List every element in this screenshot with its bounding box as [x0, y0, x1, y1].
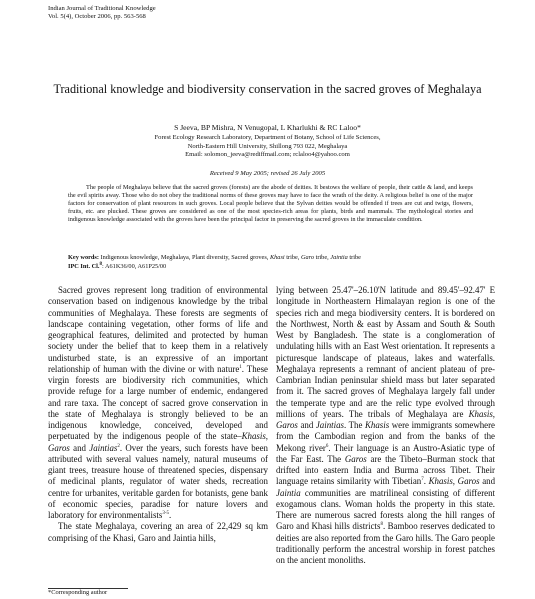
ipc-classification: IPC Int. Cl.$^8$: A61K36/00, A61P25/00: [68, 261, 167, 270]
keywords-label: Key words:: [68, 254, 99, 261]
email-line: Email: solomon_jeeva@rediffmail.com; rclaloo4@yahoo.com: [185, 151, 350, 159]
body-paragraph: The state Meghalaya, covering an area of 22,429 sq km comprising of the Khasi, Garo and Jaintia hills,: [48, 521, 268, 543]
affiliation: [40, 134, 495, 160]
journal-name: Indian Journal of Traditional Knowledge: [48, 5, 156, 12]
body-column-left: [48, 285, 268, 544]
author-list: S Jeeva, BP Mishra, N Venugopal, L Kharlukhi & RC Laloo*: [174, 123, 361, 132]
body-paragraph: lying between 25.47'–26.10'N latitude and 89.45'–92.47' E longitude in Northeastern Himalayan region is one of the species rich and mega biodiversity centers. It is bordered on the Northwest, North & east by Assam and South & South West by Bangladesh. The state is a conglomeration of undulating hills with an East West orientation. It represents a picturesque landscape of plateaus, lakes and waterfalls. Meghalaya represents a remnant of ancient plateau of pre-Cambrian Indian peninsular shield mass but later separated from it. The sacred groves of Meghalaya largely fall under the temperate type and are the relic type evolved through millions of years. The tribals of Meghalaya are Khasis, Garos and Jaintias. The Khasis were immigrants somewhere from the Cambodian region and from the banks of the Mekong river$^6$. Their language is an Austro-Asiatic type of the Far East. The Garos are the Tibeto–Burman stock that drifted into eastern India and Burma across Tibet. Their language retains similarity with Tibetian$^7$. Khasis, Garos and Jaintia communities are matrilineal consisting of different exogamous clans. Woman holds the property in this state. There are numerous sacred forests along the hill ranges of Garo and Khasi hills districts$^8$. Bamboo reserves dedicated to deities are also reported from the Garo hills. The Garo people traditionally perform the ancestral worship in forest patches on the ancient monoliths.: [276, 285, 496, 565]
abstract: The people of Meghalaya believe that the sacred groves (forests) are the abode of deities. It bestows the welfare of people, their cattle & land, and keeps the evil spirits away. Those who do not obey the traditional norms of these groves may have to face the wrath of the deity. A religious belief is one of the major factors for conservation of plant resources in such groves. Local people believe that the Sylvan deities would be offended if trees are cut and twigs, flowers, fruits, etc. are plucked. These groves are considered as one of the most species-rich areas for plants, birds and mammals. The mythological stories and indigenous knowledge associated with the groves have been the principal factor in preserving the sacred groves in the immaculate condition.: [68, 184, 473, 223]
body-paragraph: Sacred groves represent long tradition of environmental conservation based on indigenous knowledge by the tribal communities of Meghalaya. These forests are segments of landscape containing vegetation, other forms of life and geographical features, delimited and protected by human society under the belief that to keep them in a relatively undisturbed state, is an expressive of an important relationship of human with the divine or with nature$^1$. These virgin forests are biodiversity rich communities, which provide refuge for a large number of endemic, endangered and rare taxa. The concept of sacred grove conservation in the state of Meghalaya is strongly believed to be an indigenous knowledge, conceived, developed and perpetuated by the indigenous people of the state–Khasis, Garos and Jaintias$^2$. Over the years, such forests have been attributed with several values namely, natural museums of giant trees, treasure house of threatened species, dispensary of medicinal plants, regulator of water sheds, recreation centre for urbanites, veritable garden for botanists, gene bank of economic species, paradise for nature lovers and laboratory for environmentalists$^{3-5}$.: [48, 285, 268, 520]
footnote: *Corresponding author: [48, 589, 108, 596]
affiliation-line: Forest Ecology Research Laboratory, Department of Botany, School of Life Sciences,: [154, 134, 381, 141]
keywords: Key words: Indigenous knowledge, Meghalaya, Plant diversity, Sacred groves, Khasi tribe, Garo tribe, Jaintia tribe: [68, 254, 361, 261]
received-dates: Received 9 May 2005; revised 26 July 2005: [209, 170, 326, 177]
ipc-label: IPC Int. Cl.$^8$: [68, 261, 102, 270]
volume-info: Vol. 5(4), October 2006, pp. 563-568: [48, 13, 146, 21]
running-header: [48, 5, 156, 22]
body-column-right: [276, 285, 495, 566]
paper-title: Traditional knowledge and biodiversity conservation in the sacred groves of Meghalaya: [53, 82, 482, 96]
affiliation-line: North-Eastern Hill University, Shillong 793 022, Meghalaya: [187, 142, 348, 150]
keywords-block: [68, 253, 488, 271]
